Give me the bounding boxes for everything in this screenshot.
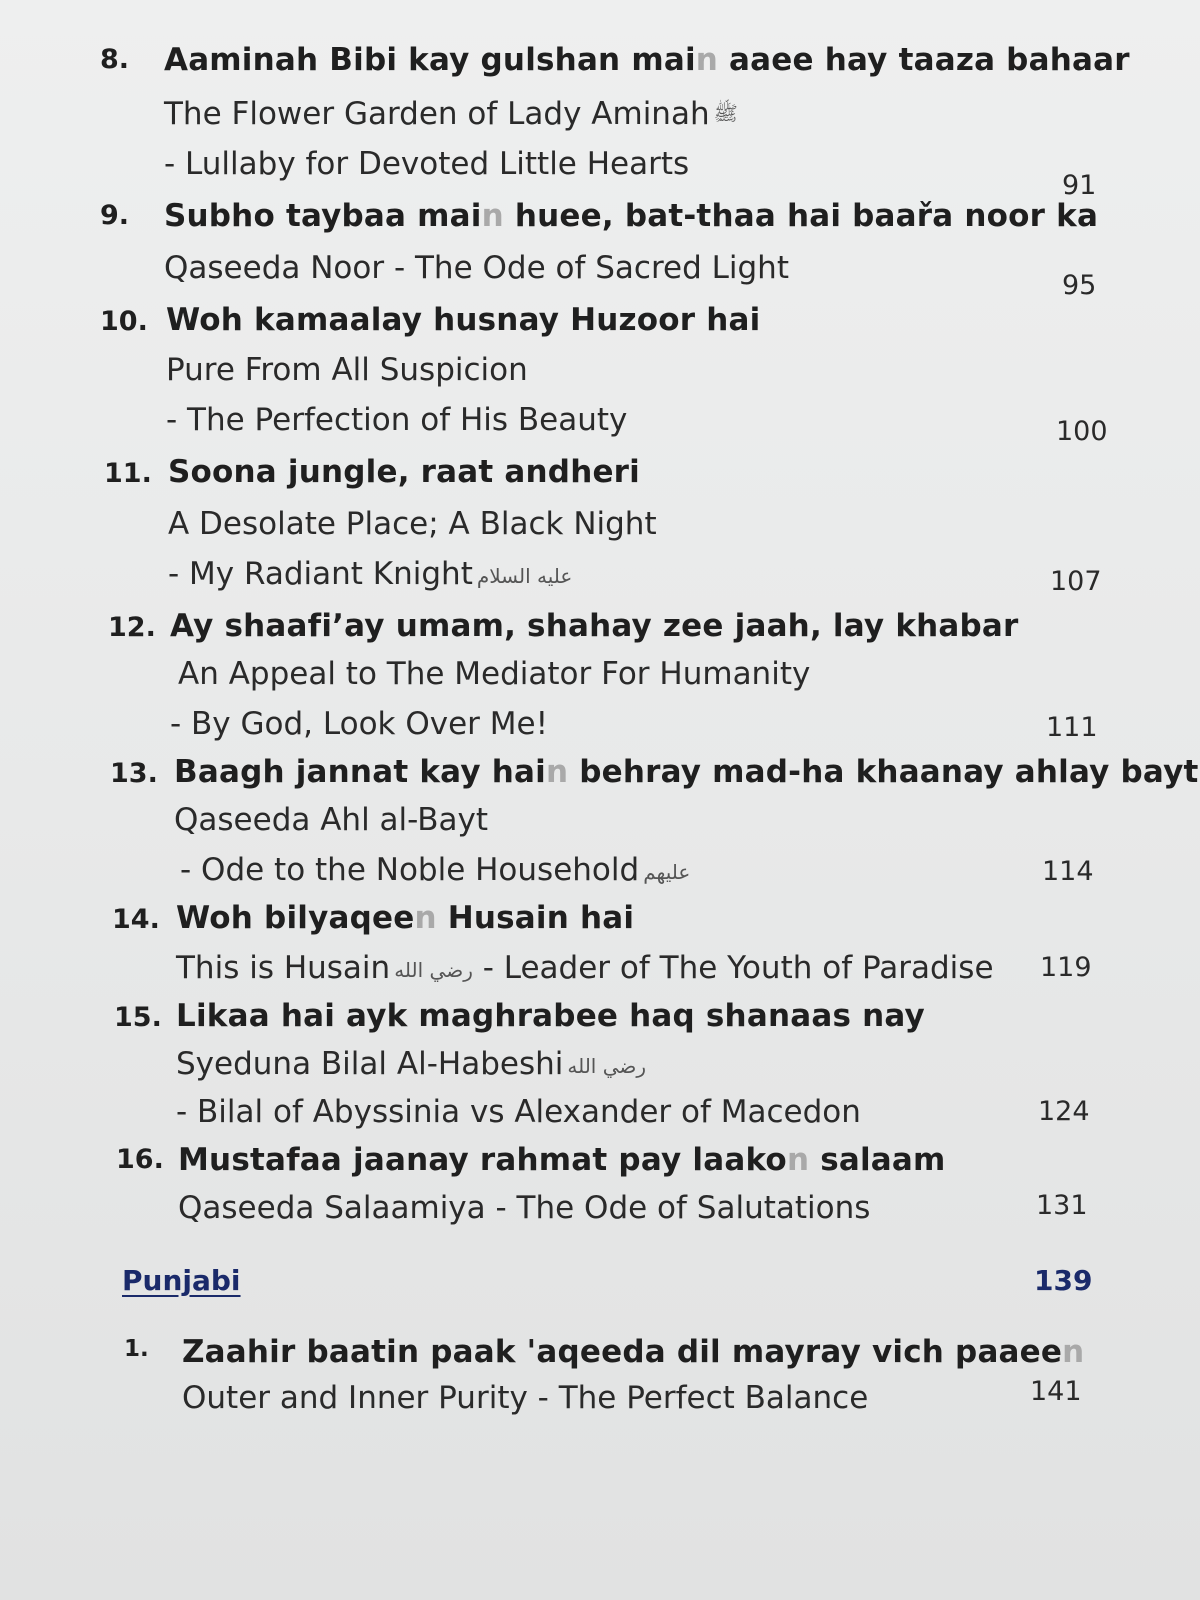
page-number: 119 (1040, 952, 1092, 983)
entry-title: Ay shaafi’ay umam, shahay zee jaah, lay khabar (170, 608, 1019, 644)
honorific-calligraphy-icon: رضي الله (567, 1053, 647, 1078)
entry-title: Likaa hai ayk maghrabee haq shanaas nay (176, 998, 925, 1034)
page-number: 131 (1036, 1190, 1088, 1221)
page-number: 124 (1038, 1096, 1090, 1127)
honorific-calligraphy-icon: ﷺ (713, 101, 738, 125)
section-heading-punjabi: Punjabi (122, 1264, 241, 1297)
entry-subtitle: The Flower Garden of Lady Aminah ﷺ (164, 96, 738, 132)
entry-number: 1. (124, 1336, 149, 1362)
entry-subtitle: Qaseeda Salaamiya - The Ode of Salutations (178, 1190, 871, 1226)
entry-number: 9. (100, 200, 130, 231)
entry-title: Woh bilyaqeen Husain hai (176, 900, 635, 936)
page-number: 141 (1030, 1376, 1082, 1407)
entry-subtitle: Qaseeda Ahl al-Bayt (174, 802, 488, 838)
entry-subtitle-2: - My Radiant Knight عليه السلام (168, 556, 573, 592)
entry-title: Zaahir baatin paak 'aqeeda dil mayray vich paaeen (182, 1334, 1085, 1370)
entry-subtitle: This is Husain رضي الله - Leader of The Youth of Paradise (176, 950, 994, 986)
entry-title: Baagh jannat kay hain behray mad-ha khaanay ahlay bayt (174, 754, 1199, 790)
entry-title: Subho taybaa main huee, bat-thaa hai baařa noor ka (164, 198, 1099, 234)
page-number: 114 (1042, 856, 1094, 887)
entry-title: Woh kamaalay husnay Huzoor hai (166, 302, 761, 338)
entry-number: 11. (104, 458, 152, 489)
entry-title: Aaminah Bibi kay gulshan main aaee hay taaza bahaar (164, 42, 1130, 78)
honorific-calligraphy-icon: عليه السلام (476, 563, 573, 588)
entry-number: 16. (116, 1144, 164, 1175)
entry-number: 10. (100, 306, 148, 337)
honorific-calligraphy-icon: رضي الله (394, 957, 473, 982)
page-number: 111 (1046, 712, 1098, 743)
page-number: 100 (1056, 416, 1108, 447)
honorific-calligraphy-icon: عليهم (643, 859, 691, 884)
entry-subtitle-2: - Bilal of Abyssinia vs Alexander of Macedon (176, 1094, 861, 1130)
entry-number: 8. (100, 44, 130, 75)
entry-subtitle-2: - Ode to the Noble Household عليهم (180, 852, 691, 888)
entry-subtitle: Outer and Inner Purity - The Perfect Balance (182, 1380, 869, 1416)
page-number: 95 (1062, 270, 1097, 301)
entry-number: 13. (110, 758, 158, 789)
entry-subtitle-2: - By God, Look Over Me! (170, 706, 549, 742)
page-number: 107 (1050, 566, 1102, 597)
entry-subtitle: Qaseeda Noor - The Ode of Sacred Light (164, 250, 789, 286)
entry-number: 12. (108, 612, 156, 643)
entry-subtitle: Pure From All Suspicion (166, 352, 528, 388)
entry-subtitle: An Appeal to The Mediator For Humanity (178, 656, 811, 692)
entry-subtitle-2: - Lullaby for Devoted Little Hearts (164, 146, 690, 182)
entry-subtitle: A Desolate Place; A Black Night (168, 506, 657, 542)
entry-title: Mustafaa jaanay rahmat pay laakon salaam (178, 1142, 946, 1178)
entry-subtitle: Syeduna Bilal Al-Habeshi رضي الله (176, 1046, 647, 1082)
entry-number: 15. (114, 1002, 162, 1033)
entry-number: 14. (112, 904, 160, 935)
section-page-number: 139 (1034, 1264, 1093, 1297)
page-number: 91 (1062, 170, 1097, 201)
entry-title: Soona jungle, raat andheri (168, 454, 641, 490)
entry-subtitle-2: - The Perfection of His Beauty (166, 402, 628, 438)
